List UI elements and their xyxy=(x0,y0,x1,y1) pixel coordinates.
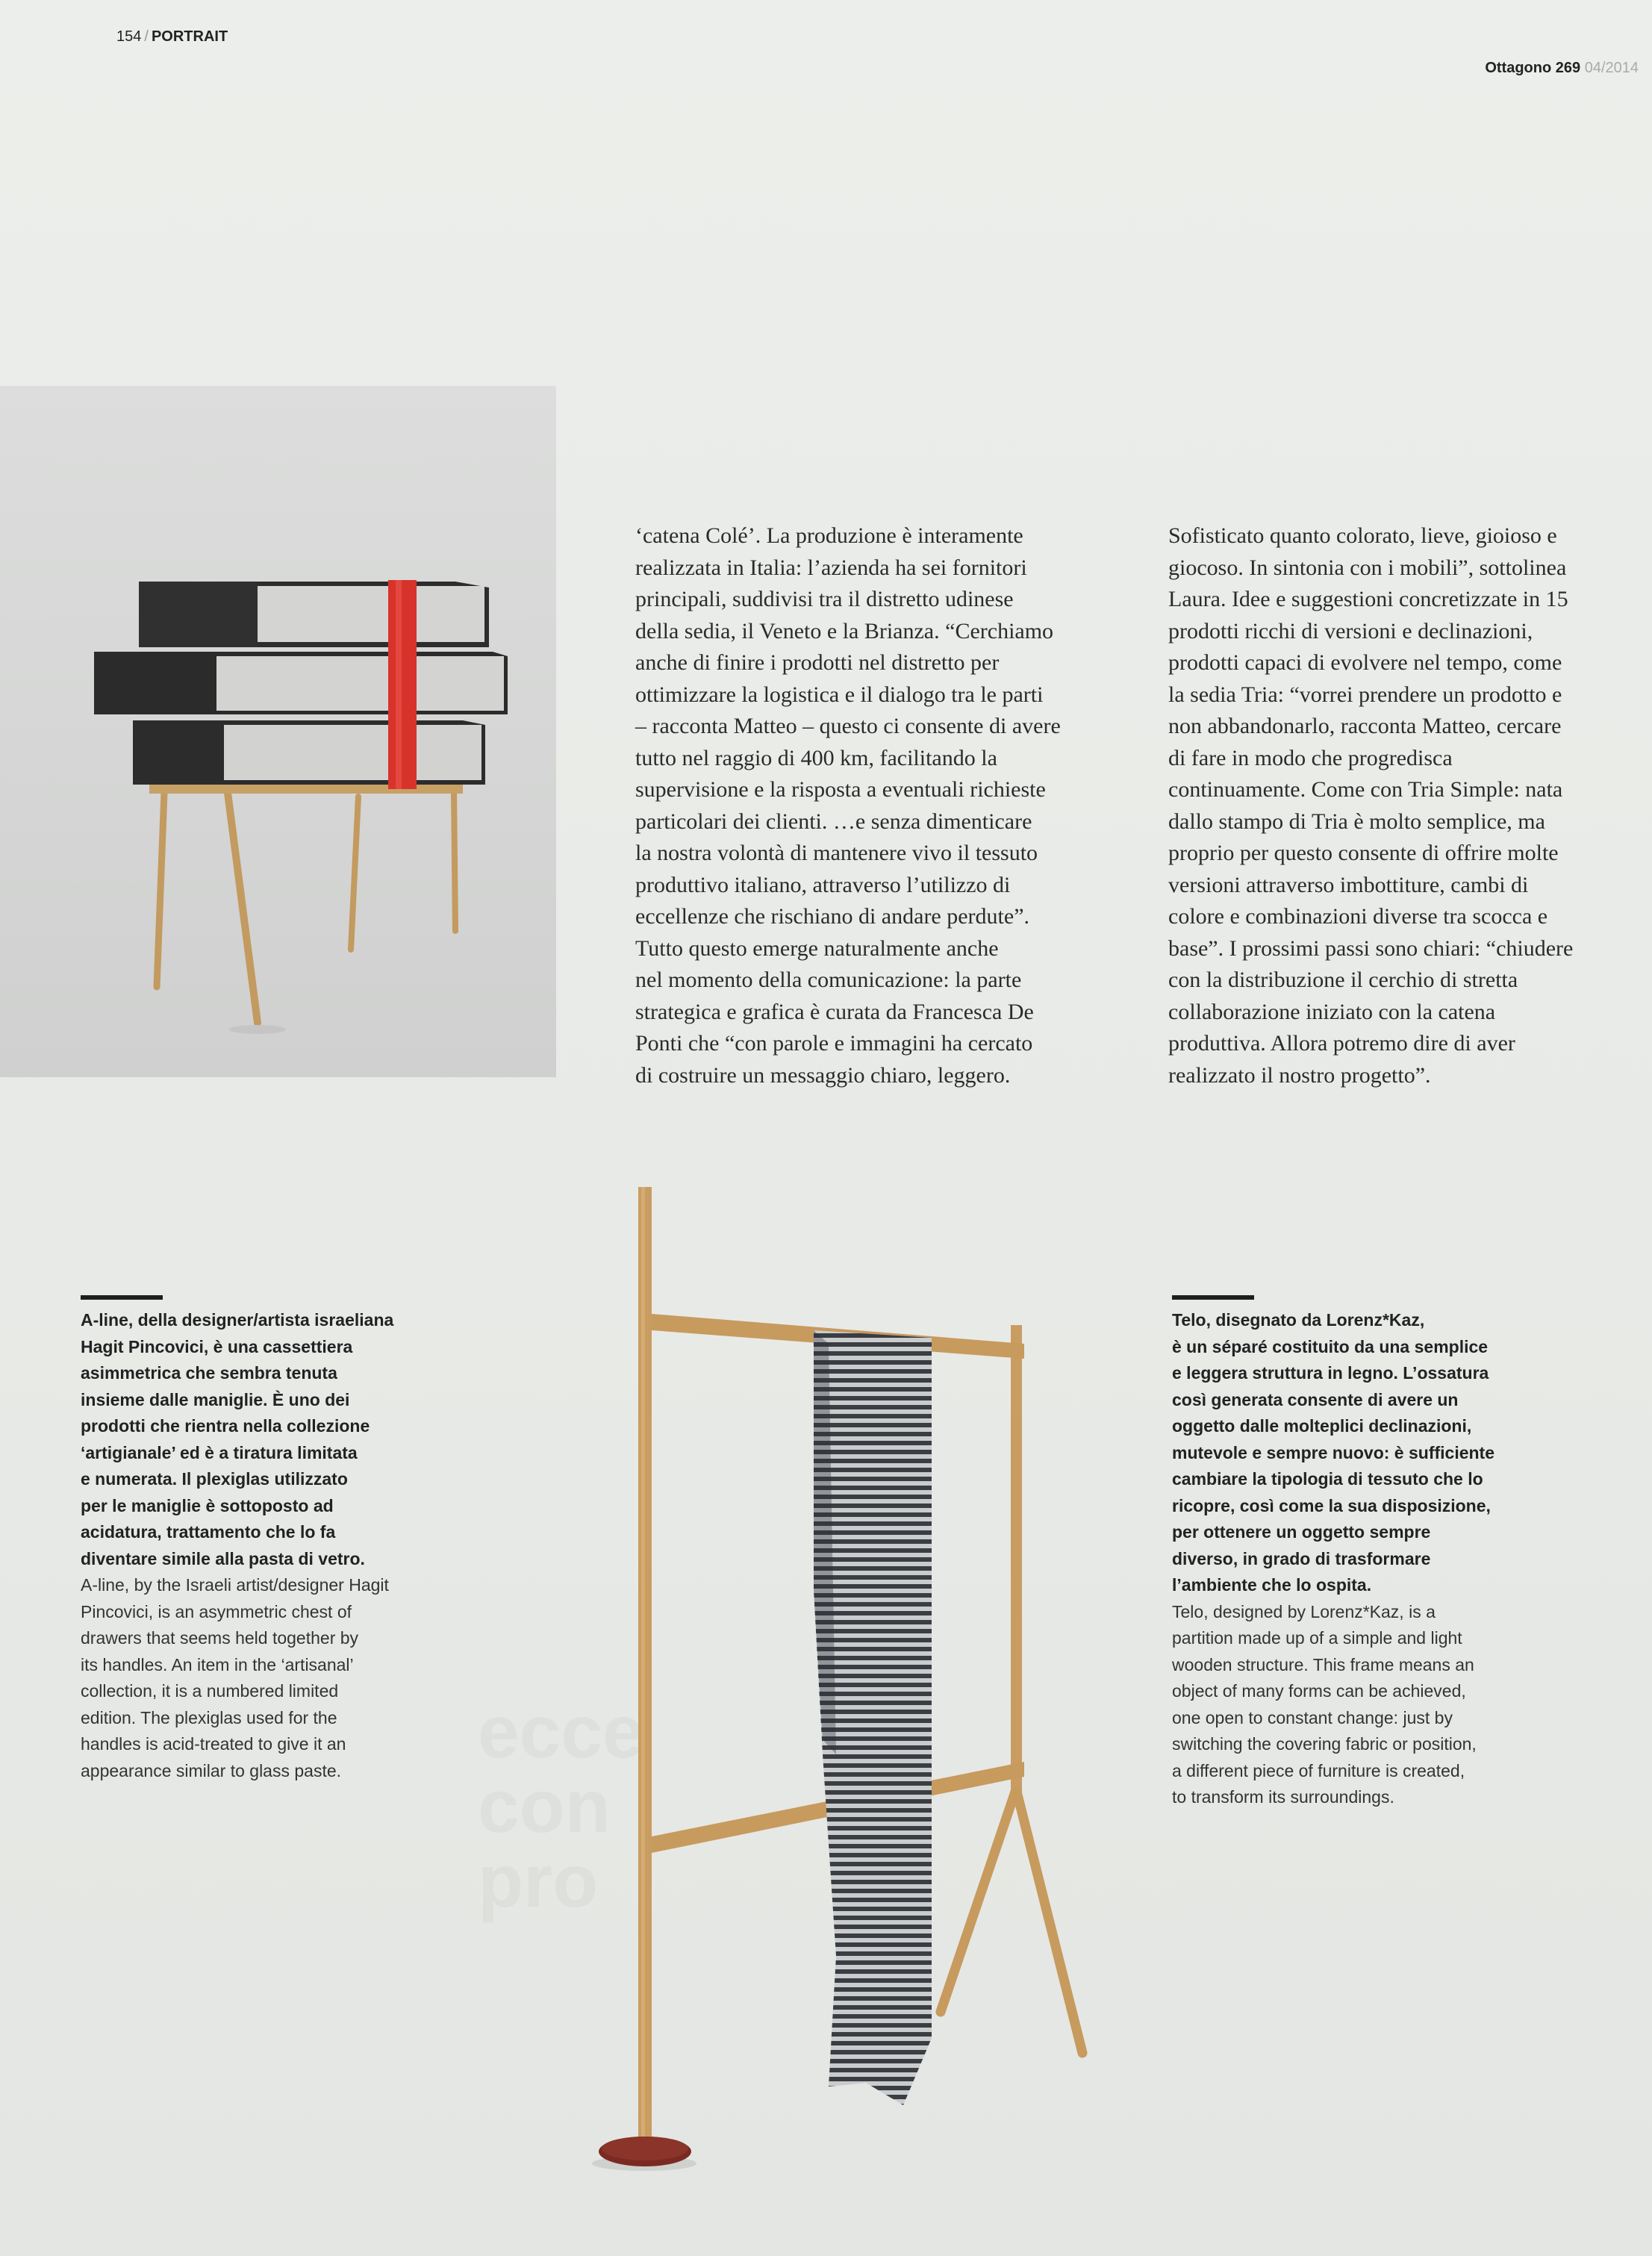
body-paragraph: Sofisticato quanto colorato, lieve, gioioso e giocoso. In sintonia con i mobili”, sottolinea Laura. Idee e suggestioni concretizzate in 15 prodotti ricchi di versioni e declinazioni, prodotti capaci di evolvere nel tempo, come la sedia Tria: “vorrei prendere un prodotto e non abbandonarlo, racconta Matteo, cercare di fare in modo che progredisca continuamente. Come con Tria Simple: nata dallo stampo di Tria è molto semplice, ma proprio per questo consente di offrire molte versioni attraverso imbottiture, cambi di colore e combinazioni diverse tra scocca e base”. I prossimi passi sono chiari: “chiudere con la distribuzione il cerchio di stretta collaborazione iniziato con la catena produttiva. Allora potremo dire di aver realizzato il nostro progetto”. xyxy=(1168,523,1574,1088)
caption-chest-of-drawers xyxy=(81,1295,424,1784)
caption-italian: A-line, della designer/artista israeliana Hagit Pincovici, è una cassettiera asimmetrica che sembra tenuta insieme dalle maniglie. È uno dei prodotti che rientra nella collezione ‘artigianale’ ed è a tiratura limitata e numerata. Il plexiglas utilizzato per le maniglie è sottoposto ad acidatura, trattamento che lo fa diventare simile alla pasta di vetro. xyxy=(81,1310,394,1568)
body-text-column-1 xyxy=(635,520,1143,1091)
telo-rack-photo xyxy=(567,1172,1112,2187)
magazine-title: Ottagono 269 xyxy=(1485,60,1581,76)
caption-english: Telo, designed by Lorenz*Kaz, is a partition made up of a simple and light wooden structure. This frame means an object of many forms can be achieved, one open to constant change: just by switching the covering fabric or position, a different piece of furniture is created, to transform its surroundings. xyxy=(1172,1601,1477,1807)
caption-rule xyxy=(81,1295,163,1300)
chest-of-drawers-photo xyxy=(0,386,556,1077)
caption-italian: Telo, disegnato da Lorenz*Kaz, è un séparé costituito da una semplice e leggera struttura in legno. L’ossatura così generata consente di avere un oggetto dalle molteplici declinazioni, mutevole e sempre nuovo: è sufficiente cambiare la tipologia di tessuto che lo ricopre, così come la sua disposizione, per ottenere un oggetto sempre diverso, in grado di trasformare l’ambiente che lo ospita. xyxy=(1172,1310,1495,1595)
body-text-column-2 xyxy=(1168,520,1652,1091)
header-separator: / xyxy=(144,28,149,45)
page-number: 154 xyxy=(116,28,142,45)
running-header-left xyxy=(116,28,228,46)
section-title: PORTRAIT xyxy=(151,28,228,45)
body-paragraph: ‘catena Colé’. La produzione è interamente realizzata in Italia: l’azienda ha sei fornitori principali, suddivisi tra il distretto udinese della sedia, il Veneto e la Brianza. “Cerchiamo anche di finire i prodotti nel distretto per ottimizzare la logistica e il dialogo tra le parti – racconta Matteo – questo ci consente di avere tutto nel raggio di 400 km, facilitando la supervisione e la risposta a eventuali richieste particolari dei clienti. …e senza dimenticare la nostra volontà di mantenere vivo il tessuto produttivo italiano, attraverso l’utilizzo di eccellenze che rischiano di andare perdute”. Tutto questo emerge naturalmente anche nel momento della comunicazione: la parte strategica e grafica è curata da Francesca De Ponti che “con parole e immagini ha cercato di costruire un messaggio chiaro, leggero. xyxy=(635,523,1061,1088)
running-header-right xyxy=(1485,60,1639,77)
caption-rule xyxy=(1172,1295,1254,1300)
caption-telo xyxy=(1172,1295,1515,1811)
caption-english: A-line, by the Israeli artist/designer Hagit Pincovici, is an asymmetric chest of drawers that seems held together by its handles. An item in the ‘artisanal’ collection, it is a numbered limited edition. The plexiglas used for the handles is acid-treated to give it an appearance similar to glass paste. xyxy=(81,1575,389,1780)
issue-date: 04/2014 xyxy=(1584,60,1639,76)
